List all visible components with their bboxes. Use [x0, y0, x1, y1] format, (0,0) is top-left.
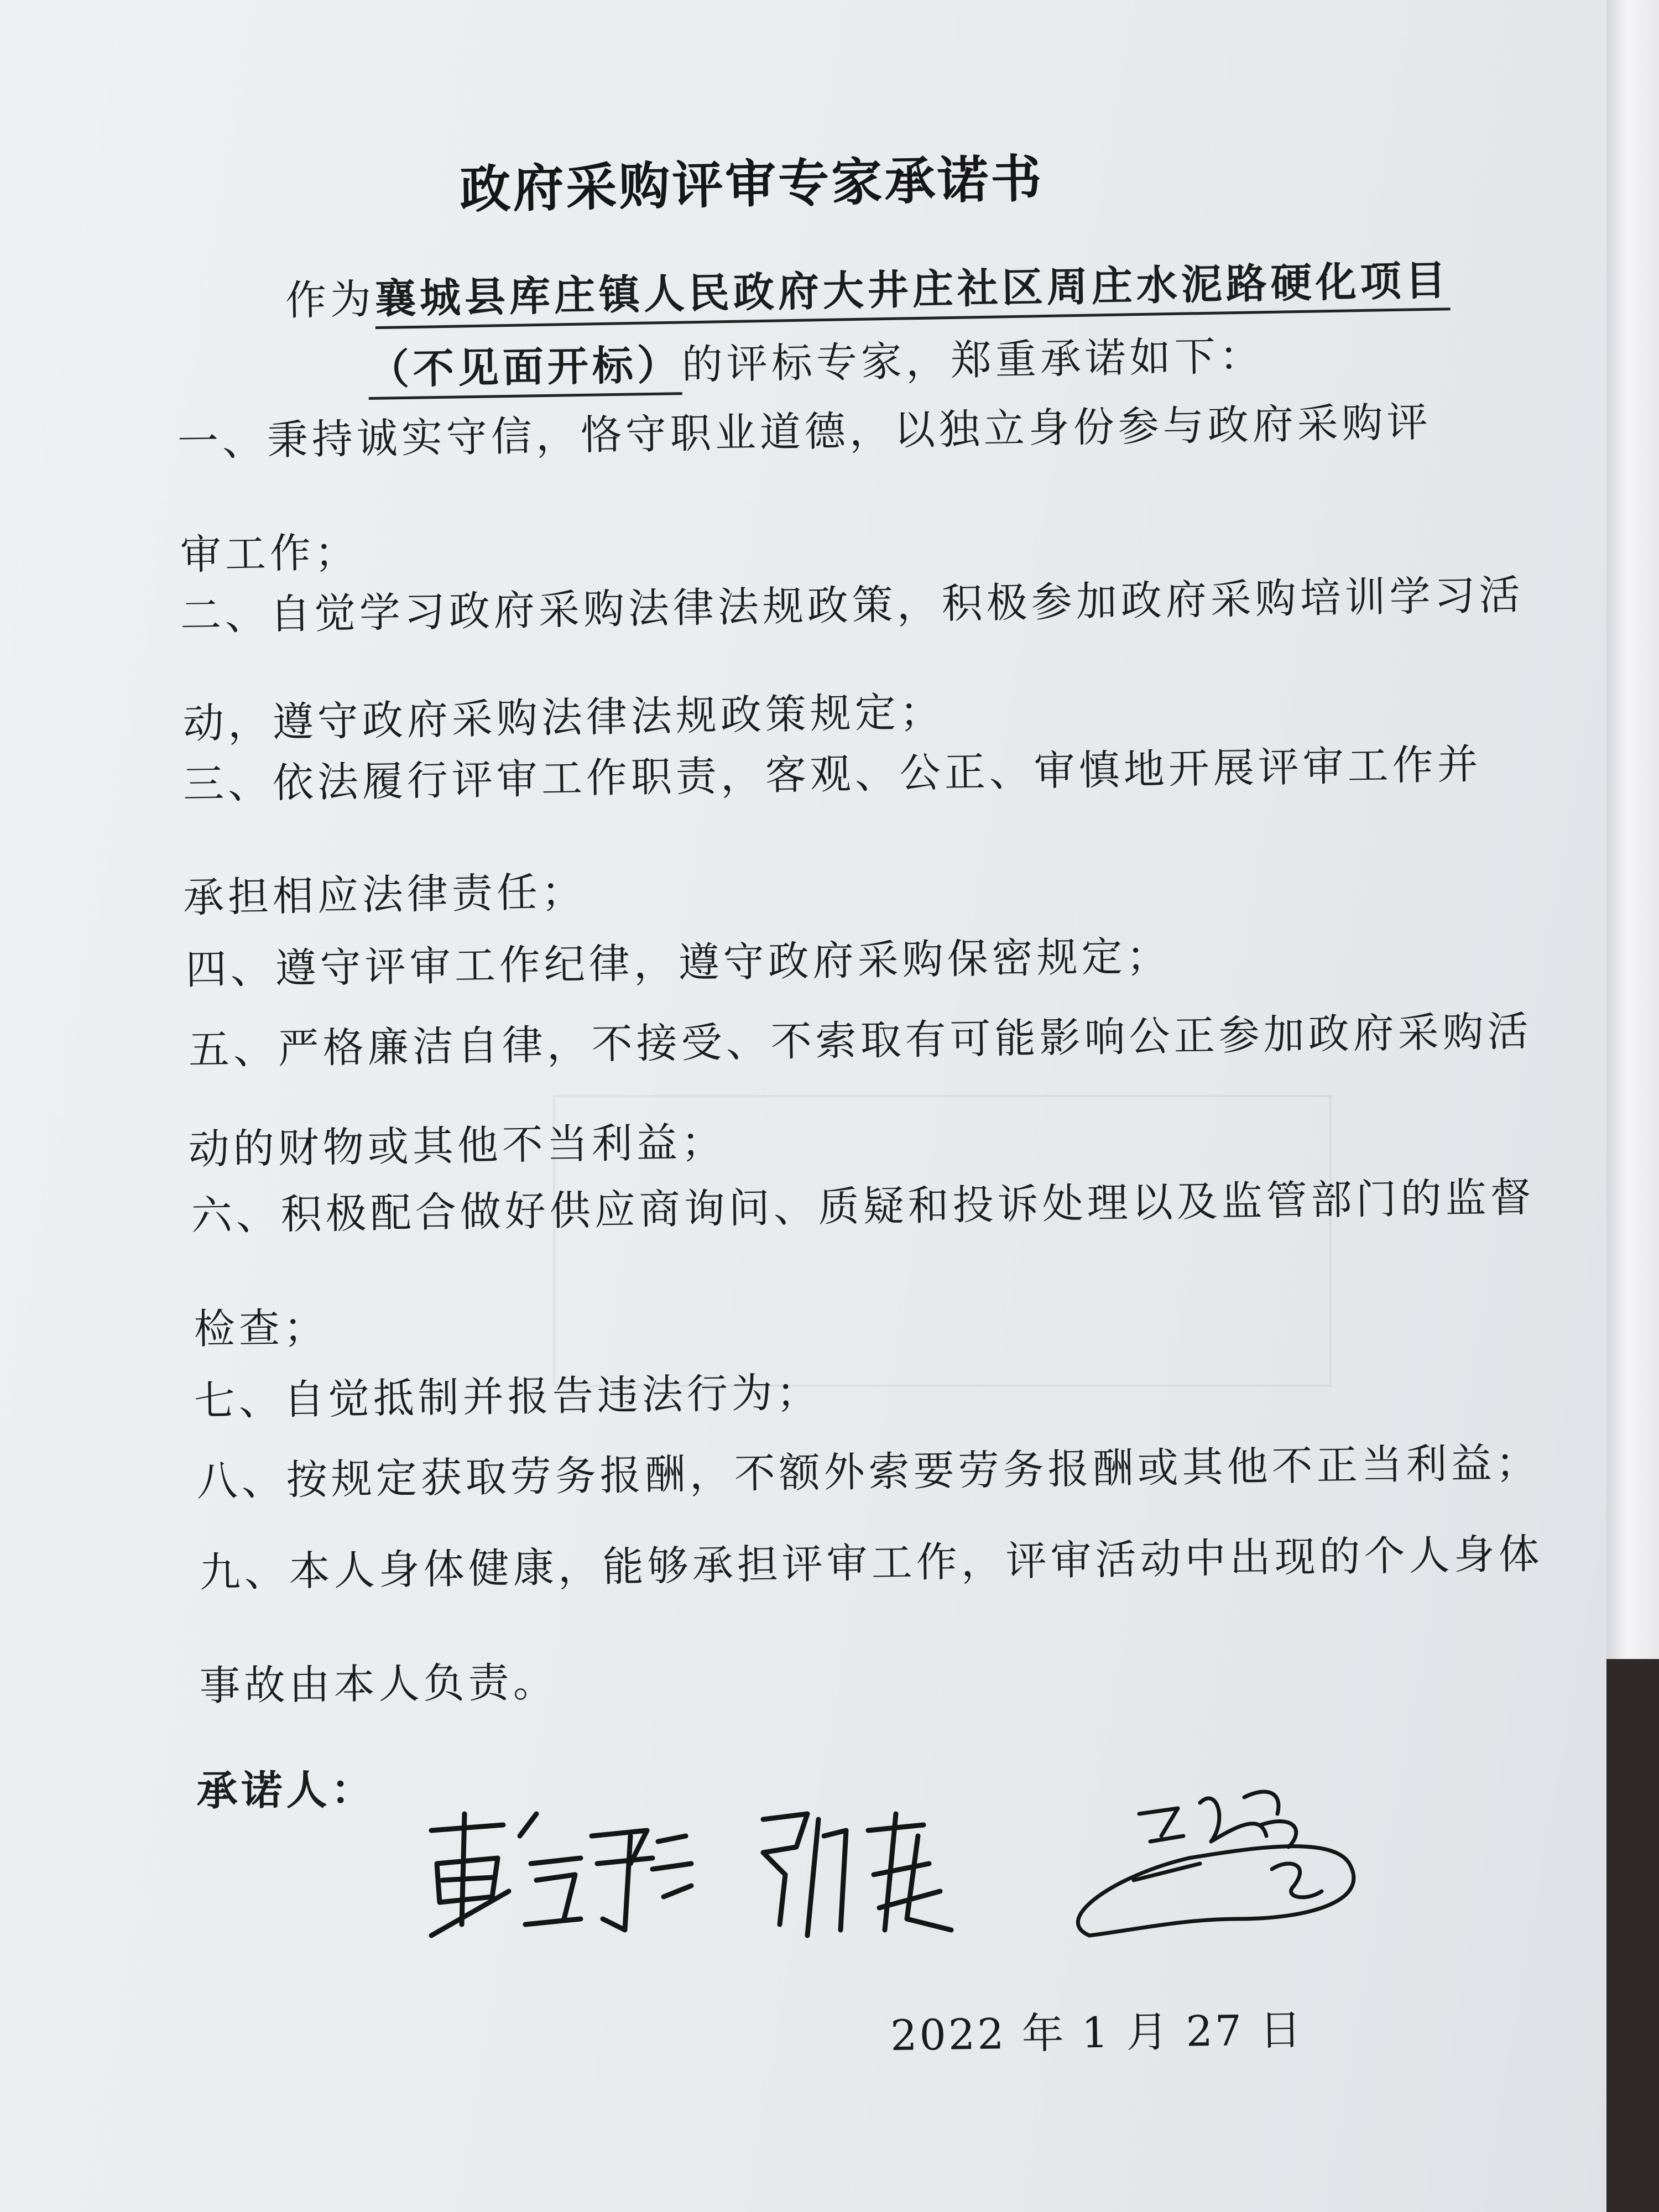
signer-label: 承诺人：: [196, 1766, 376, 1815]
document-date: 2022 年 1 月 27 日: [890, 2005, 1304, 2060]
clause-4-line-1: 四、遵守评审工作纪律，遵守政府采购保密规定；: [185, 932, 1172, 994]
handwritten-signatures: [398, 1753, 1394, 1985]
intro-line-1: [285, 248, 1451, 327]
project-name-2: （不见面开标）: [368, 341, 682, 400]
signature-3: [1078, 1792, 1353, 1936]
intro-line-2: [368, 324, 1264, 396]
clause-1-line-1: 一、秉持诚实守信，恪守职业道德，以独立身份参与政府采购评: [177, 398, 1432, 466]
project-name-1: 襄城县库庄镇人民政府大井庄社区周庄水泥路硬化项目: [374, 257, 1450, 329]
clause-3-line-1: 三、依法履行评审工作职责，客观、公正、审慎地开展评审工作并: [182, 740, 1483, 808]
clause-5-line-1: 五、严格廉洁自律，不接受、不索取有可能影响公正参加政府采购活: [188, 1008, 1533, 1074]
clause-1-line-2: 审工作；: [180, 528, 360, 579]
clause-8-line-1: 八、按规定获取劳务报酬，不额外索要劳务报酬或其他不正当利益；: [196, 1439, 1541, 1505]
clause-3-line-2: 承担相应法律责任；: [182, 868, 587, 922]
clause-9-line-1: 九、本人身体健康，能够承担评审工作，评审活动中出现的个人身体: [199, 1530, 1544, 1597]
clause-2-line-1: 二、自觉学习政府采购法律法规政策，积极参加政府采购培训学习活: [180, 571, 1525, 640]
signature-2: [763, 1814, 951, 1936]
clause-2-line-2: 动，遵守政府采购法律法规政策规定；: [182, 688, 945, 748]
clause-6-line-1: 六、积极配合做好供应商询问、质疑和投诉处理以及监管部门的监督: [191, 1173, 1536, 1240]
document-title: 政府采购评审专家承诺书: [459, 148, 1045, 220]
intro-suffix: 的评标专家，郑重承诺如下：: [681, 332, 1265, 389]
intro-prefix: 作为: [285, 275, 375, 325]
clause-9-line-2: 事故由本人负责。: [199, 1658, 559, 1710]
background-table-edge: [1606, 1659, 1659, 2212]
signature-1: [431, 1814, 691, 1936]
clause-6-line-2: 检查；: [194, 1303, 329, 1353]
clause-7-line-1: 七、自觉抵制并报告违法行为；: [194, 1369, 822, 1425]
clause-5-line-2: 动的财物或其他不当利益；: [188, 1118, 727, 1173]
